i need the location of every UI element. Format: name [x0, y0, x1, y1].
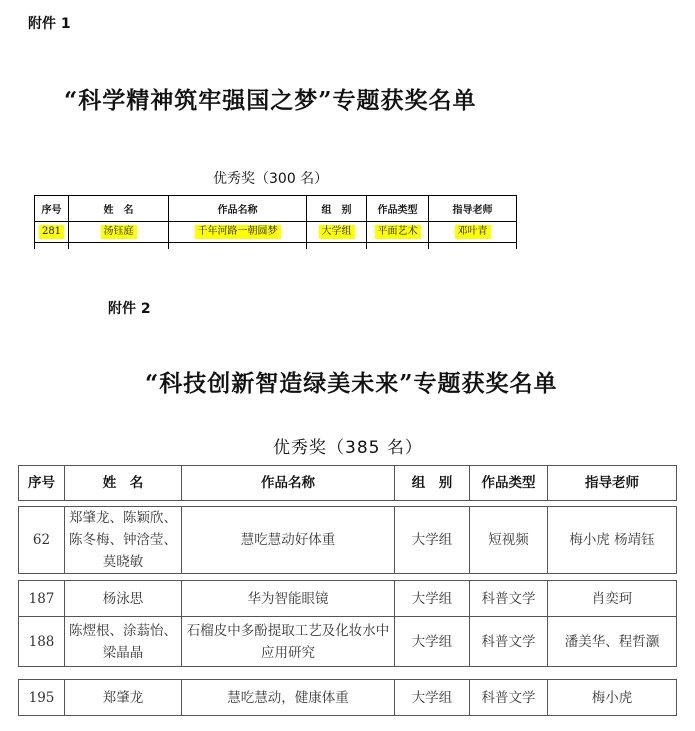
cell-group: 大学组 [395, 617, 470, 667]
cell-teacher: 邓叶青 [455, 225, 491, 239]
cell-name: 陈熤根、涂蓊怡、梁晶晶 [65, 617, 182, 667]
column-header: 组 别 [395, 466, 470, 501]
cell-teacher: 潘美华、程哲灏 [548, 617, 677, 667]
award-table-2-block [18, 679, 677, 716]
cell-work: 千年河路一朝圆梦 [195, 225, 281, 239]
table-header-row [19, 466, 677, 501]
cell-no: 62 [19, 507, 65, 574]
cell-no: 187 [19, 581, 65, 617]
cell-group: 大学组 [319, 225, 355, 239]
column-header: 作品名称 [182, 466, 395, 501]
table-row [19, 617, 677, 667]
cell-name: 郑肇龙 [65, 680, 182, 716]
cell-work: 慧吃慧动好体重 [182, 507, 395, 574]
cell-teacher: 梅小虎 [548, 680, 677, 716]
cell-name: 杨泳思 [65, 581, 182, 617]
column-header: 序号 [19, 466, 65, 501]
table-header-row [35, 196, 517, 222]
column-header: 姓 名 [65, 466, 182, 501]
cell-type: 平面艺术 [375, 225, 421, 239]
column-header: 组 别 [307, 196, 367, 222]
column-header: 作品名称 [169, 196, 307, 222]
cell-group: 大学组 [395, 507, 470, 574]
attachment-2-subtitle: 优秀奖（385 名） [273, 438, 423, 458]
award-table-1 [34, 195, 517, 249]
cell-group: 大学组 [395, 581, 470, 617]
column-header: 指导老师 [548, 466, 677, 501]
table-row [19, 680, 677, 716]
cell-teacher: 梅小虎 杨靖钰 [548, 507, 677, 574]
cell-work: 石榴皮中多酚提取工艺及化妆水中应用研究 [182, 617, 395, 667]
table-row [19, 581, 677, 617]
cell-group: 大学组 [395, 680, 470, 716]
cell-no: 195 [19, 680, 65, 716]
column-header: 指导老师 [429, 196, 517, 222]
table-row [35, 222, 517, 243]
cell-type: 科普文学 [470, 617, 548, 667]
column-header: 作品类型 [367, 196, 429, 222]
cell-name: 郑肇龙、陈颖欣、陈冬梅、钟浛莹、莫晓敏 [65, 507, 182, 574]
column-header: 姓 名 [69, 196, 169, 222]
column-header: 序号 [35, 196, 69, 222]
cell-teacher: 肖奕珂 [548, 581, 677, 617]
cell-name: 汤钰庭 [101, 225, 137, 239]
attachment-1-title: “科学精神筑牢强国之梦”专题获奖名单 [64, 87, 477, 114]
table-row-cut [35, 243, 517, 250]
attachment-1-subtitle: 优秀奖（300 名） [213, 171, 329, 187]
cell-no: 281 [39, 225, 64, 239]
award-table-2-block [18, 506, 677, 574]
award-table-2-header [18, 465, 677, 501]
cell-type: 短视频 [470, 507, 548, 574]
cell-no: 188 [19, 617, 65, 667]
table-row [19, 507, 677, 574]
cell-work: 慧吃慧动，健康体重 [182, 680, 395, 716]
cell-work: 华为智能眼镜 [182, 581, 395, 617]
cell-type: 科普文学 [470, 680, 548, 716]
attachment-2-title: “科技创新智造绿美未来”专题获奖名单 [145, 370, 558, 397]
award-table-2-block [18, 580, 677, 667]
attachment-1-label: 附件 1 [28, 16, 71, 32]
cell-type: 科普文学 [470, 581, 548, 617]
column-header: 作品类型 [470, 466, 548, 501]
attachment-2-label: 附件 2 [108, 301, 151, 317]
